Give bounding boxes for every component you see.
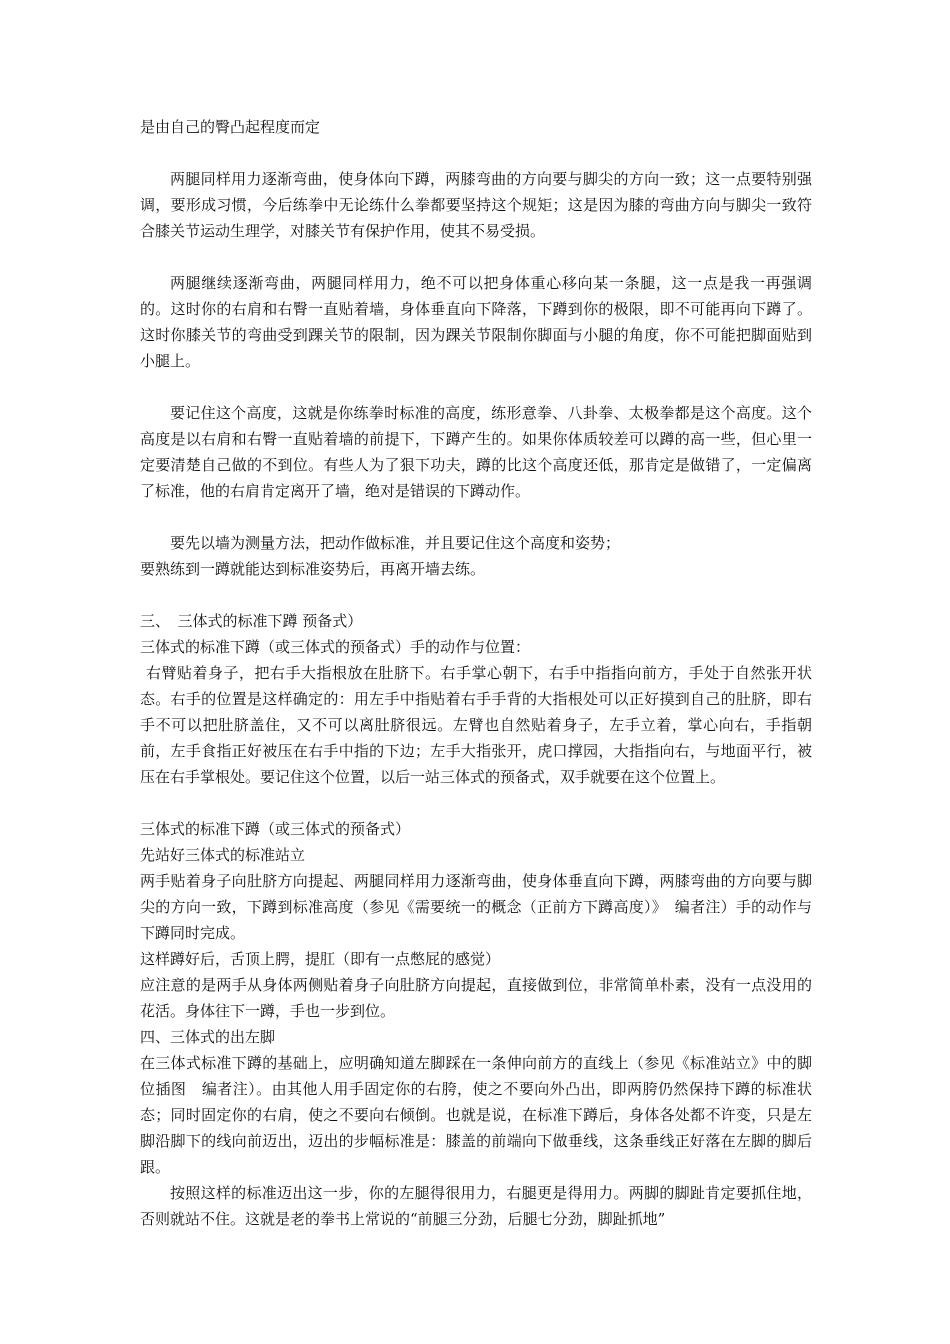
paragraph-stand-first: 先站好三体式的标准站立 [140, 846, 306, 864]
paragraph-gap [140, 582, 812, 608]
paragraph-gap [140, 140, 812, 166]
paragraph-remember-height: 要记住这个高度，这就是你练拳时标准的高度，练形意拳、八卦拳、太极拳都是这个高度。这个高度是以右肩和右臀一直贴着墙的前提下，下蹲产生的。如果你体质较差可以蹲的高一些，但心里一定要清楚自己做的不到位。有些人为了狠下功夫，蹲的比这个高度还低，那肯定是做错了，一定偏离了标准，他的右肩肯定离开了墙，绝对是错误的下蹲动作。 [140, 404, 812, 500]
subheading-hand-position: 三体式的标准下蹲（或三体式的预备式）手的动作与位置： [140, 638, 531, 656]
paragraph-left-foot: 在三体式标准下蹲的基础上，应明确知道左脚踩在一条伸向前方的直线上（参见《标准站立》中的脚位插图 编者注）。由其他人用手固定你的右胯，使之不要向外凸出，即两胯仍然保持下蹲的标准状态；同时固定你的右肩，使之不要向右倾倒。也就是说，在标准下蹲后，身体各处都不许变，只是左脚沿脚下的线向前迈出，迈出的步幅标准是：膝盖的前端向下做垂线，这条垂线正好落在左脚的脚后跟。 [140, 1054, 812, 1176]
paragraph-knee-direction: 两腿同样用力逐渐弯曲，使身体向下蹲，两膝弯曲的方向要与脚尖的方向一致；这一点要特别强调，要形成习惯，今后练拳中无论练什么拳都要坚持这个规矩；这是因为膝的弯曲方向与脚尖一致符合膝关节运动生理学，对膝关节有保护作用，使其不易受损。 [140, 170, 812, 240]
section-heading-four: 四、三体式的出左脚 [140, 1028, 276, 1046]
subheading-standard-squat: 三体式的标准下蹲（或三体式的预备式） [140, 820, 411, 838]
paragraph-lift-hands: 两手贴着身子向肚脐方向提起、两腿同样用力逐渐弯曲，使身体垂直向下蹲，两膝弯曲的方向要与脚尖的方向一致，下蹲到标准高度（参见《需要统一的概念（正前方下蹲高度）》 编者注）手的动作与下蹲同时完成。 [140, 872, 812, 942]
paragraph-leave-wall: 要熟练到一蹲就能达到标准姿势后，再离开墙去练。 [140, 560, 486, 578]
paragraph-wall-method: 要先以墙为测量方法，把动作做标准，并且要记住这个高度和姿势； [170, 534, 621, 552]
paragraph-note-simple: 应注意的是两手从身体两侧贴着身子向肚脐方向提起，直接做到位，非常简单朴素，没有一点没用的花活。身体往下一蹲，手也一步到位。 [140, 976, 812, 1020]
paragraph-gap [140, 504, 812, 530]
paragraph-gap [140, 244, 812, 270]
paragraph-squat-limit: 两腿继续逐渐弯曲，两腿同样用力，绝不可以把身体重心移向某一条腿，这一点是我一再强调的。这时你的右肩和右臀一直贴着墙，身体垂直向下降落，下蹲到你的极限，即不可能再向下蹲了。这时你膝关节的弯曲受到踝关节的限制，因为踝关节限制你脚面与小腿的角度，你不可能把脚面贴到小腿上。 [140, 274, 812, 370]
paragraph-hand-position: 右臂贴着身子，把右手大指根放在肚脐下。右手掌心朝下，右手中指指向前方，手处于自然张开状态。右手的位置是这样确定的：用左手中指贴着右手手背的大指根处可以正好摸到自己的肚脐，即右手不可以把肚脐盖住，又不可以离肚脐很远。左臂也自然贴着身子，左手立着，掌心向右，手指朝前，左手食指正好被压在右手中指的下边；左手大指张开，虎口撑园，大指指向右，与地面平行，被压在右手掌根处。要记住这个位置，以后一站三体式的预备式，双手就要在这个位置上。 [140, 664, 812, 786]
paragraph-gap [140, 374, 812, 400]
document-page [140, 114, 812, 1232]
paragraph-tongue-palate: 这样蹲好后，舌顶上腭，提肛（即有一点憋屁的感觉） [140, 950, 501, 968]
paragraph-gap [140, 790, 812, 816]
section-heading-three: 三、 三体式的标准下蹲 预备式） [140, 612, 363, 630]
paragraph-continuation: 是由自己的臀凸起程度而定 [140, 118, 321, 136]
paragraph-step-standard: 按照这样的标准迈出这一步，你的左腿得很用力，右腿更是得用力。两脚的脚趾肯定要抓住地，否则就站不住。这就是老的拳书上常说的“前腿三分劲，后腿七分劲，脚趾抓地” [140, 1184, 812, 1228]
